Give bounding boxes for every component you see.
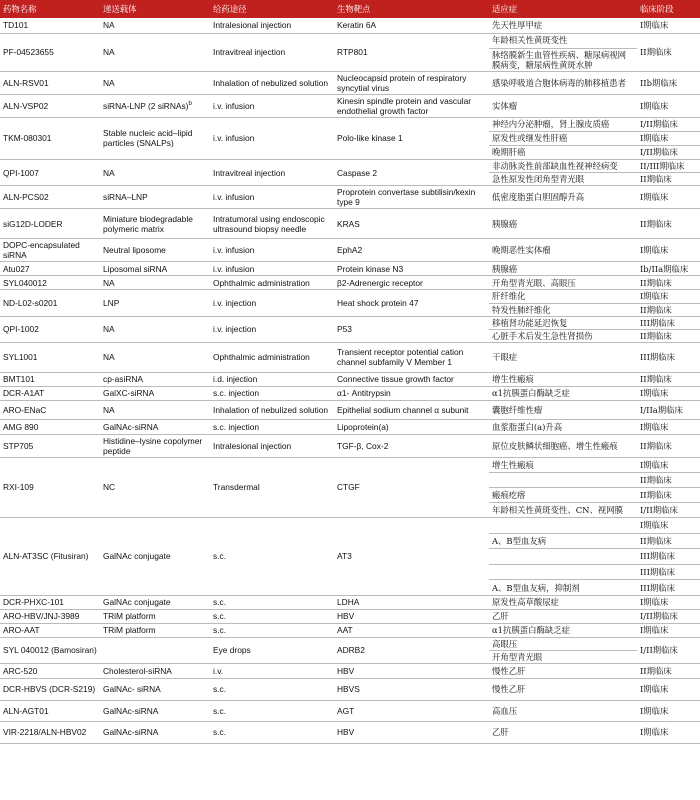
table-row [0,517,700,533]
cell-target: TGF-β, Cox-2 [334,434,489,457]
table-row [0,239,700,262]
cell-target: AGT [334,701,489,722]
table-row [0,664,700,679]
cell-carrier: GalNAc- siRNA [100,679,210,701]
cell-name: ARO-ENaC [0,400,100,419]
cell-indication: 干眼症 [489,342,637,372]
cell-indication: 低密度脂蛋白胆固醇升高 [489,186,637,209]
header-stage: 临床阶段 [637,0,700,18]
cell-indication: 血浆脂蛋白(a)升高 [489,419,637,434]
cell-indication: 晚期肝癌 [489,145,637,159]
table-header-row [0,0,700,18]
cell-stage: II期临床 [637,472,700,487]
cell-name: DOPC-encapsulated siRNA [0,239,100,262]
header-route: 给药途径 [210,0,334,18]
cell-stage: I期临床 [637,595,700,609]
cell-stage: I期临床 [637,94,700,117]
cell-stage: I期临床 [637,131,700,145]
cell-target: α1- Antitrypsin [334,386,489,400]
cell-indication: 感染呼吸道合胞体病毒的肺移植患者 [489,71,637,94]
cell-indication: 增生性瘢痕 [489,372,637,386]
cell-indication: 高血压 [489,701,637,722]
table-body [0,18,700,744]
cell-stage: I/II期临床 [637,609,700,623]
cell-stage: III期临床 [637,342,700,372]
table-row [0,679,700,701]
cell-route: Intralesional injection [210,434,334,457]
cell-indication: α1抗胰蛋白酶缺乏症 [489,386,637,400]
table-row [0,342,700,372]
cell-carrier: cp-asiRNA [100,372,210,386]
cell-indication: 移植肾功能延迟恢复 [489,316,637,329]
cell-stage: I/II期临床 [637,637,700,663]
cell-name: TD101 [0,18,100,33]
cell-target: ADRB2 [334,637,489,663]
cell-target: HBV [334,609,489,623]
cell-stage: II期临床 [637,173,700,186]
cell-name: SYL1001 [0,342,100,372]
cell-carrier: GalNAc conjugate [100,595,210,609]
cell-route: Transdermal [210,457,334,517]
cell-stage: IIb期临床 [637,71,700,94]
table-row [0,18,700,33]
table-row [0,623,700,637]
table-row [0,419,700,434]
cell-name: DCR-PHXC-101 [0,595,100,609]
cell-carrier: GalNAc-siRNA [100,722,210,744]
table-row [0,722,700,744]
cell-carrier: NC [100,457,210,517]
cell-carrier [100,637,210,663]
cell-indication: 胰腺癌 [489,262,637,276]
cell-indication: 特发性肺纤维化 [489,303,637,316]
cell-carrier: GalNAc-siRNA [100,701,210,722]
cell-name: ALN-AT3SC (Fitusiran) [0,517,100,595]
cell-indication: 胰腺癌 [489,209,637,239]
cell-stage: I期临床 [637,679,700,701]
cell-name: QPI-1007 [0,159,100,185]
table-row [0,290,700,303]
cell-carrier: NA [100,71,210,94]
cell-target: KRAS [334,209,489,239]
cell-carrier: LNP [100,290,210,316]
table-row [0,159,700,172]
table-row [0,276,700,290]
cell-name: RXI-109 [0,457,100,517]
cell-indication: A、B型血友病 [489,533,637,549]
cell-name: ALN-VSP02 [0,94,100,117]
cell-carrier: NA [100,33,210,71]
cell-indication [489,549,637,565]
cell-indication [489,564,637,580]
cell-stage: III期临床 [637,549,700,565]
cell-indication: 慢性乙肝 [489,679,637,701]
cell-name: ALN-RSV01 [0,71,100,94]
cell-indication: α1抗胰蛋白酶缺乏症 [489,623,637,637]
cell-stage: II期临床 [637,664,700,679]
cell-name: STP705 [0,434,100,457]
cell-carrier: TRiM platform [100,623,210,637]
cell-route: s.c. injection [210,386,334,400]
cell-name: TKM-080301 [0,117,100,159]
table-row [0,457,700,472]
cell-indication [489,517,637,533]
cell-name: AMG 890 [0,419,100,434]
cell-route: Intralesional injection [210,18,334,33]
cell-route: s.c. [210,722,334,744]
cell-indication: 脉络膜新生血管性疾病、糖尿病视网膜病变，糖尿病性黄斑水肿 [489,48,637,71]
cell-stage: I期临床 [637,701,700,722]
cell-indication: 肝纤维化 [489,290,637,303]
header-indication: 适应症 [489,0,637,18]
cell-target: RTP801 [334,33,489,71]
cell-carrier: NA [100,276,210,290]
table-row [0,386,700,400]
table-row [0,33,700,48]
cell-target: Heat shock protein 47 [334,290,489,316]
cell-stage: III期临床 [637,316,700,329]
cell-route: i.v. injection [210,316,334,342]
cell-stage: II期临床 [637,329,700,342]
cell-indication [489,472,637,487]
table-row [0,637,700,650]
cell-carrier: Histidine–lysine copolymer peptide [100,434,210,457]
table-row [0,400,700,419]
cell-stage: II/III期临床 [637,159,700,172]
cell-stage: I期临床 [637,457,700,472]
header-carrier: 递送载体 [100,0,210,18]
cell-stage: II期临床 [637,276,700,290]
cell-name: DCR-A1AT [0,386,100,400]
cell-indication: 先天性厚甲症 [489,18,637,33]
cell-target: HBVS [334,679,489,701]
cell-stage: II期临床 [637,372,700,386]
cell-indication: 年龄相关性黄斑变性、CN、视网膜 [489,502,637,517]
table-row [0,316,700,329]
cell-target: HBV [334,722,489,744]
cell-stage: I/II期临床 [637,145,700,159]
cell-indication: 乙肝 [489,722,637,744]
cell-target: LDHA [334,595,489,609]
cell-indication: A、B型血友病，抑制剂 [489,580,637,596]
cell-carrier: GalNAc-siRNA [100,419,210,434]
cell-target: Lipoprotein(a) [334,419,489,434]
table-row [0,186,700,209]
cell-target: Protein kinase N3 [334,262,489,276]
carrier-footnote: b [188,101,192,108]
cell-stage: II期临床 [637,33,700,71]
cell-indication: 开角型青光眼 [489,650,637,663]
table-row [0,434,700,457]
cell-target: Epithelial sodium channel α subunit [334,400,489,419]
cell-name: BMT101 [0,372,100,386]
cell-name: ALN-PCS02 [0,186,100,209]
cell-indication: 年龄相关性黄斑变性 [489,33,637,48]
cell-target: Caspase 2 [334,159,489,185]
cell-stage: II期临床 [637,303,700,316]
cell-route: i.v. infusion [210,117,334,159]
cell-name: SYL040012 [0,276,100,290]
cell-target: Proprotein convertase subtilisin/kexin type 9 [334,186,489,209]
cell-indication: 原发性或继发性肝癌 [489,131,637,145]
cell-route: s.c. [210,679,334,701]
table-row [0,262,700,276]
cell-stage: III期临床 [637,580,700,596]
cell-indication: 开角型青光眼、高眼压 [489,276,637,290]
cell-indication: 晚期恶性实体瘤 [489,239,637,262]
cell-stage: I/IIa期临床 [637,400,700,419]
cell-indication: 增生性瘢痕 [489,457,637,472]
cell-carrier [100,94,210,117]
cell-stage: I期临床 [637,386,700,400]
cell-indication: 慢性乙肝 [489,664,637,679]
cell-target: EphA2 [334,239,489,262]
cell-stage: I期临床 [637,722,700,744]
cell-target: CTGF [334,457,489,517]
cell-route: s.c. [210,623,334,637]
cell-route: i.v. infusion [210,94,334,117]
cell-route: Intravitreal injection [210,33,334,71]
cell-name: SYL 040012 (Bamosiran) [0,637,100,663]
cell-target: Kinesin spindle protein and vascular endothelial growth factor [334,94,489,117]
cell-stage: I期临床 [637,186,700,209]
cell-name: ND-L02-s0201 [0,290,100,316]
cell-stage: I期临床 [637,18,700,33]
cell-route: Intratumoral using endoscopic ultrasound biopsy needle [210,209,334,239]
cell-route: s.c. [210,595,334,609]
table-row [0,71,700,94]
cell-carrier: NA [100,342,210,372]
cell-route: i.d. injection [210,372,334,386]
cell-name: PF-04523655 [0,33,100,71]
cell-name: ARO-HBV/JNJ-3989 [0,609,100,623]
cell-indication: 乙肝 [489,609,637,623]
cell-name: QPI-1002 [0,316,100,342]
cell-carrier: siRNA–LNP [100,186,210,209]
cell-stage: I期临床 [637,419,700,434]
cell-carrier: NA [100,400,210,419]
table-row [0,595,700,609]
cell-route: s.c. injection [210,419,334,434]
cell-stage: I期临床 [637,290,700,303]
cell-name: ARC-520 [0,664,100,679]
cell-stage: I期临床 [637,517,700,533]
cell-route: i.v. infusion [210,262,334,276]
cell-stage: I期临床 [637,623,700,637]
cell-route: i.v. injection [210,290,334,316]
cell-target: AAT [334,623,489,637]
cell-route: i.v. infusion [210,239,334,262]
cell-carrier: NA [100,18,210,33]
cell-route: Inhalation of nebulized solution [210,400,334,419]
carrier-text: siRNA-LNP (2 siRNAs) [103,100,189,111]
cell-route: i.v. infusion [210,186,334,209]
table-row [0,609,700,623]
cell-target: Nucleocapsid protein of respiratory syncytial virus [334,71,489,94]
table-row [0,701,700,722]
table-row [0,209,700,239]
cell-carrier: GalXC-siRNA [100,386,210,400]
cell-stage: II期临床 [637,434,700,457]
cell-target: Connective tissue growth factor [334,372,489,386]
cell-route: Eye drops [210,637,334,663]
cell-indication: 实体瘤 [489,94,637,117]
cell-target: β2-Adrenergic receptor [334,276,489,290]
cell-name: ALN-AGT01 [0,701,100,722]
cell-carrier: Cholesterol-siRNA [100,664,210,679]
cell-indication: 高眼压 [489,637,637,650]
cell-route: s.c. [210,609,334,623]
cell-route: Ophthalmic administration [210,342,334,372]
cell-stage: II期临床 [637,487,700,502]
cell-stage: II期临床 [637,209,700,239]
cell-carrier: Neutral liposome [100,239,210,262]
cell-stage: I/II期临床 [637,117,700,131]
cell-target: Keratin 6A [334,18,489,33]
cell-target: Polo-like kinase 1 [334,117,489,159]
cell-target: AT3 [334,517,489,595]
cell-name: ARO-AAT [0,623,100,637]
cell-carrier: GalNAc conjugate [100,517,210,595]
cell-route: i.v. [210,664,334,679]
cell-route: Inhalation of nebulized solution [210,71,334,94]
cell-name: Atu027 [0,262,100,276]
cell-indication: 原位皮肤鳞状细胞癌、增生性瘢痕 [489,434,637,457]
table-row [0,94,700,117]
header-target: 生物靶点 [334,0,489,18]
cell-carrier: Miniature biodegradable polymeric matrix [100,209,210,239]
cell-route: s.c. [210,701,334,722]
cell-indication: 囊胞纤维性瘤 [489,400,637,419]
cell-carrier: Stable nucleic acid–lipid particles (SNALPs) [100,117,210,159]
cell-name: VIR-2218/ALN-HBV02 [0,722,100,744]
cell-indication: 心脏手术后发生急性肾损伤 [489,329,637,342]
cell-name: siG12D-LODER [0,209,100,239]
cell-indication: 急性原发性闭角型青光眼 [489,173,637,186]
cell-indication: 瘢痕疙瘩 [489,487,637,502]
table-row [0,372,700,386]
cell-carrier: NA [100,159,210,185]
cell-route: Ophthalmic administration [210,276,334,290]
cell-route: s.c. [210,517,334,595]
cell-carrier: TRiM platform [100,609,210,623]
cell-target: P53 [334,316,489,342]
cell-name: DCR-HBVS (DCR-S219) [0,679,100,701]
cell-carrier: Liposomal siRNA [100,262,210,276]
cell-stage: Ib/IIa期临床 [637,262,700,276]
cell-indication: 非动脉炎性前部缺血性视神经病变 [489,159,637,172]
cell-target: Transient receptor potential cation channel subfamily V Member 1 [334,342,489,372]
cell-indication: 神经内分泌肿瘤，肾上腺皮质癌 [489,117,637,131]
cell-stage: I期临床 [637,239,700,262]
cell-indication: 原发性高草酸尿症 [489,595,637,609]
header-drug-name: 药物名称 [0,0,100,18]
cell-carrier: NA [100,316,210,342]
cell-route: Intravitreal injection [210,159,334,185]
cell-stage: I/II期临床 [637,502,700,517]
table-row [0,117,700,131]
cell-stage: III期临床 [637,564,700,580]
cell-stage: II期临床 [637,533,700,549]
cell-target: HBV [334,664,489,679]
